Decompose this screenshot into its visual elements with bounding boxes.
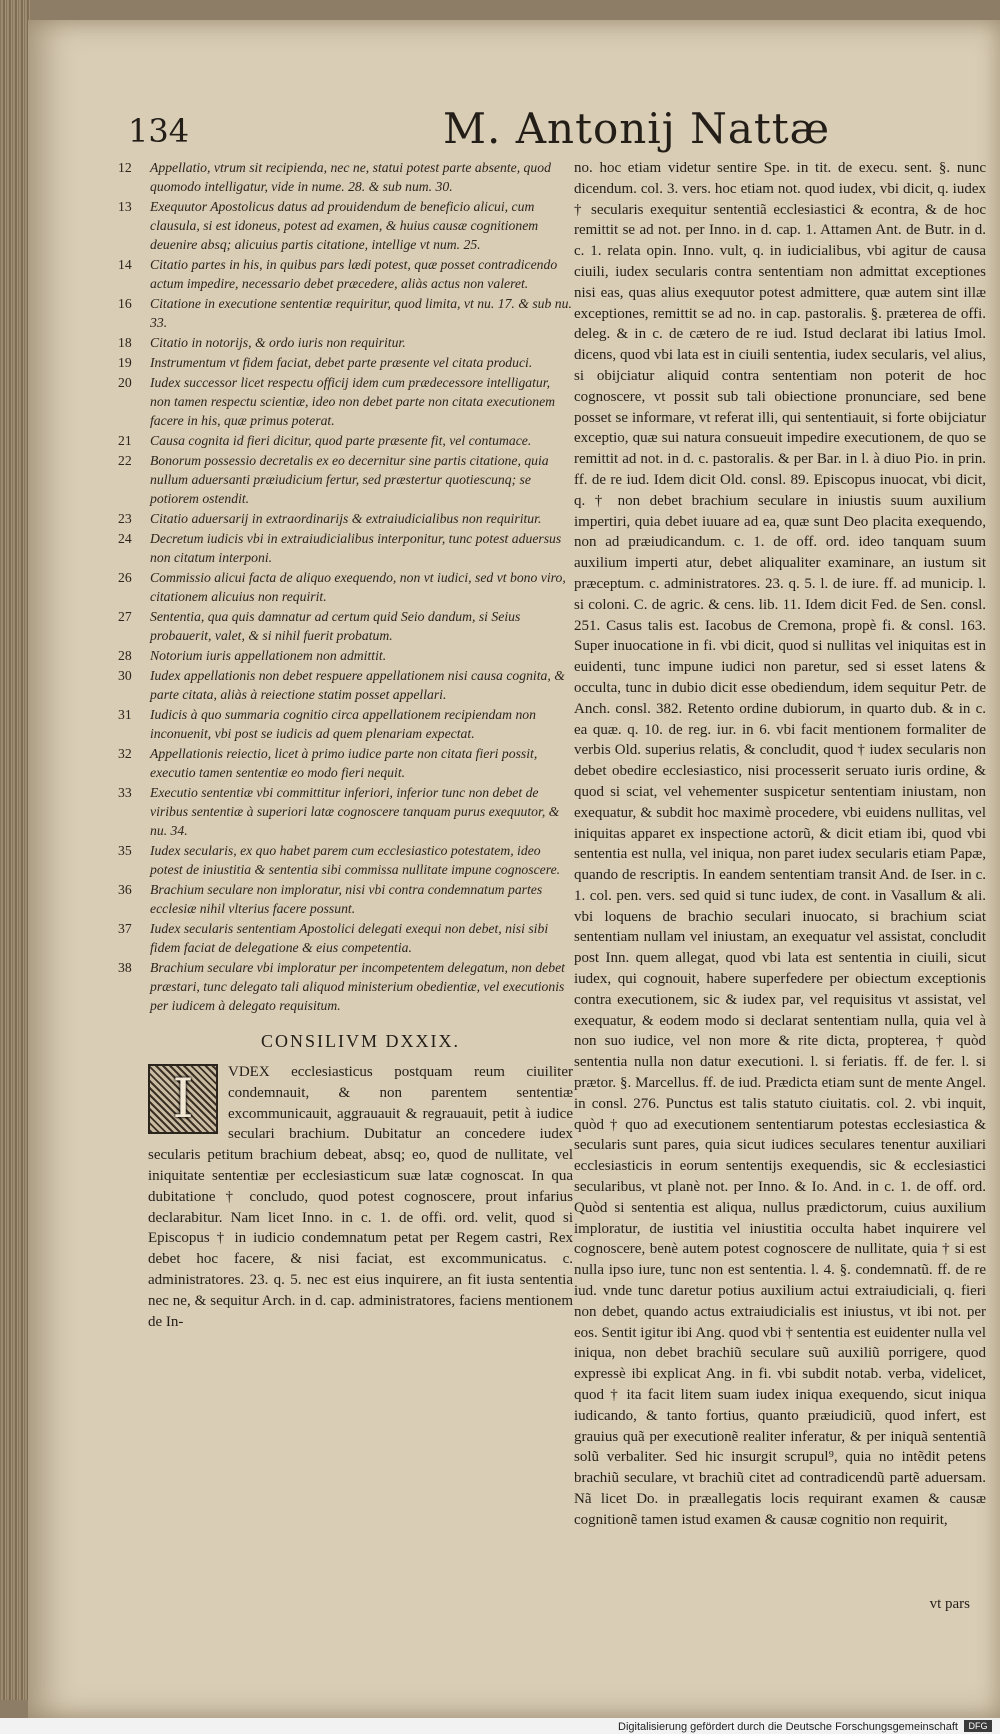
summary-text: Brachium seculare vbi imploratur per incompetentem delegatum, non debet præstari, tunc delegato tali aliquod ministerium obedientiæ, vel executionis per iudicem à delegato requisitum. <box>150 960 565 1013</box>
summary-item <box>118 451 573 508</box>
summary-item <box>118 509 573 528</box>
summary-text: Citatio aduersarij in extraordinarijs & extraiudicialibus non requiritur. <box>150 511 542 526</box>
summary-item <box>118 255 573 293</box>
summary-text: Executio sententiæ vbi committitur inferiori, inferior tunc non debet de viribus sententiæ à superiori latæ cognoscere tanquam purus exequutor, & nu. 34. <box>150 785 560 838</box>
summary-text: Instrumentum vt fidem faciat, debet parte præsente vel citata produci. <box>150 355 533 370</box>
summary-item <box>118 373 573 430</box>
summary-text: Commissio alicui facta de aliquo exequendo, non vt iudici, sed vt bono viro, citationem alicuius non requirit. <box>150 570 566 604</box>
summary-item <box>118 197 573 254</box>
consilium-heading: CONSILIVM DXXIX. <box>261 1031 460 1051</box>
summary-item <box>118 431 573 450</box>
dfg-logo: DFG <box>964 1720 992 1732</box>
running-title: M. Antonij Nattæ <box>443 104 831 153</box>
left-column <box>118 158 573 1332</box>
right-column <box>546 158 1000 1531</box>
summary-text: Iudex successor licet respectu officij idem cum prædecessore intelligatur, non tamen respectu scientiæ, ideo non debet parte non citata executionem facere in his, quæ primus poterat. <box>150 375 556 428</box>
summary-item <box>118 958 573 1015</box>
summary-number: 22 <box>118 453 132 468</box>
summary-number: 23 <box>118 511 132 526</box>
consilium-body <box>118 1062 573 1332</box>
summary-text: Exequutor Apostolicus datus ad prouidendum de beneficio alicui, cum clausula, si est idoneus, potest ad examen, & huius causæ cognitionem deuenire absq; alicuius partis citatione, intellige vt num. 25. <box>150 199 539 252</box>
printed-page <box>28 20 1000 1718</box>
summary-text: Causa cognita id fieri dicitur, quod parte præsente fit, vel contumace. <box>150 433 532 448</box>
summary-item <box>118 744 573 782</box>
summary-number: 26 <box>118 570 132 585</box>
summary-item <box>118 294 573 332</box>
summary-number: 12 <box>118 160 132 175</box>
summary-text: Citatione in executione sententiæ requiritur, quod limita, vt nu. 17. & sub nu. 33. <box>150 296 572 330</box>
summary-number: 13 <box>118 199 132 214</box>
summary-text: Decretum iudicis vbi in extraiudicialibus interponitur, tunc potest aduersus non citatum interponi. <box>150 531 562 565</box>
summary-item <box>118 646 573 665</box>
summary-number: 21 <box>118 433 132 448</box>
summary-item <box>118 158 573 196</box>
summary-number: 32 <box>118 746 132 761</box>
summary-number: 33 <box>118 785 132 800</box>
summary-item <box>118 841 573 879</box>
catchword: vt pars <box>929 1596 970 1612</box>
summary-item <box>118 919 573 957</box>
summary-text: Notorium iuris appellationem non admittit. <box>150 648 387 663</box>
summary-number: 35 <box>118 843 132 858</box>
page-number: 134 <box>128 112 190 150</box>
consilium-text: VDEX ecclesiasticus postquam reum ciuiliter condemnauit, & non parentem sententiæ excommunicauit, aggrauauit & regrauauit, petit à iudice seculari brachium. Dubitatur an concedere iudex secularis petitum brachium debeat, absq; eo, quod de nullitate, vel iniquitate sententiæ per ecclesiasticum suæ latæ cognoscat. In qua dubitatione † concludo, quod potest cognoscere, prout infarius declarabitur. Nam licet Inno. in c. 1. de offi. ord. velit, quod si Episcopus † in iudicio condemnatum petat per Regem castri, Rex debet hoc facere, & nisi faciat, est excommunicatus. c. administratores. 23. q. 5. nec est eius inquirere, an fit iusta sententia nec ne, & sequitur Arch. in d. cap. administratores, faciens mentionem de In- <box>148 1064 573 1330</box>
footer-credit: Digitalisierung gefördert durch die Deutsche Forschungsgemeinschaft <box>618 1721 958 1733</box>
footer-bar <box>0 1718 1000 1734</box>
page-edges <box>0 0 30 1700</box>
summary-item <box>118 705 573 743</box>
summary-text: Citatio in notorijs, & ordo iuris non requiritur. <box>150 335 406 350</box>
summary-number: 28 <box>118 648 132 663</box>
summary-number: 27 <box>118 609 132 624</box>
summary-text: Citatio partes in his, in quibus pars lædi potest, quæ posset contradicendo actum impedire, necessario debet præcedere, aliàs actus non valeret. <box>150 257 558 291</box>
summary-item <box>118 783 573 840</box>
summary-text: Iudex secularis, ex quo habet parem cum ecclesiastico potestatem, ideo potest de iniustitia & sententia sibi commissa nullitate impune cognoscere. <box>150 843 561 877</box>
summary-text: Sententia, qua quis damnatur ad certum quid Seio dandum, si Seius probauerit, valet, & si nihil fuerit probatum. <box>150 609 521 643</box>
summary-item <box>118 568 573 606</box>
summary-text: Iudex secularis sententiam Apostolici delegati exequi non debet, nisi sibi fidem faciat de delegatione & eius competentia. <box>150 921 549 955</box>
summary-item <box>118 333 573 352</box>
summary-item <box>118 529 573 567</box>
summary-number: 20 <box>118 375 132 390</box>
summary-item <box>118 880 573 918</box>
summary-item <box>118 666 573 704</box>
summary-text: Brachium seculare non imploratur, nisi vbi contra condemnatum partes ecclesiæ nihil vlterius facere possunt. <box>150 882 543 916</box>
summary-text: Appellatio, vtrum sit recipienda, nec ne, statui potest parte absente, quod quomodo intelligatur, vide in nume. 28. & sub num. 30. <box>150 160 551 194</box>
summary-text: Iudex appellationis non debet respuere appellationem nisi causa cognita, & parte citata, aliàs à reiectione statim posset appellari. <box>150 668 565 702</box>
summary-text: Iudicis à quo summaria cognitio circa appellationem recipiendam non inconuenit, vbi post se iudicis ad quem plenariam expectat. <box>150 707 536 741</box>
summary-number: 37 <box>118 921 132 936</box>
summary-number: 36 <box>118 882 132 897</box>
summary-number: 16 <box>118 296 132 311</box>
summary-text: Appellationis reiectio, licet à primo iudice parte non citata fieri possit, executio tamen sententiæ eo modo fieri nequit. <box>150 746 538 780</box>
summary-number: 14 <box>118 257 132 272</box>
decorated-initial: I <box>148 1064 218 1134</box>
summary-list <box>118 158 573 1015</box>
summary-number: 18 <box>118 335 132 350</box>
summary-number: 30 <box>118 668 132 683</box>
summary-item <box>118 607 573 645</box>
summary-item <box>118 353 573 372</box>
summary-number: 19 <box>118 355 132 370</box>
summary-text: Bonorum possessio decretalis ex eo decernitur sine partis citatione, quia nullum aduersanti præiudicium fertur, sed præstertur quotiescunq; se potiorem ostendit. <box>150 453 549 506</box>
page-header <box>28 100 1000 160</box>
right-column-text: no. hoc etiam videtur sentire Spe. in tit. de execu. sent. §. nunc dicendum. col. 3. vers. hoc etiam not. quod iudex, vbi dicit, q. iudex † secularis exequitur sententiã ecclesiastici & econtra, & de hoc remittit se ad not. per Inno. in d. cap. 1. Attamen Ant. de Butr. in d. c. 1. relata opin. Inno. vult, q. in iudicialibus, vbi agitur de causa ciuili, iudex secularis contra sententiam non admittat exceptiones nisi eas, quas alius exequutor potest admittere, quæ autem sint illæ exceptiones, remittit se ad no. in cap. pastoralis. §. præterea de offi. deleg. & in c. de cætero de re iud. Istud declarat ibi latius Imol. dicens, quod vbi lata est in ciuili sententia, iudex secularis, vel alius, si obijciatur aliquid contra sententiam non poterit de hoc cognoscere, vt possit sub tali obiectione pronunciare, sed bene posset se informare, vt referat illi, qui sententiauit, si forte obijciatur exceptio, quæ sui natura consueuit impedire executionem, de quo se remittit ad not. in d. c. pastoralis. & per Bar. in l. à diuo Pio. in prin. ff. de re iud. Idem dicit Old. consl. 89. Episcopus inuocat, vbi dicit, q. † non debet brachium seculare in iniustis suum auxilium impertiri, quia debet iuuare ad ea, quæ sunt Deo placita exequendo, non ad præiudicandum. c. 1. de off. ord. ideo tanquam suum auxilium imperti atur, debet aliqualiter examinare, an iustum sit præceptum. c. administratores. 23. q. 5. l. de iure. ff. ad municip. l. si coloni. C. de agric. & cens. lib. 11. Idem dicit Fed. de Sen. consl. 251. Casus talis est. Iacobus de Cremona, propè fi. & consl. 163. Super inuocatione in fi. vbi dicit, quod si nullitas vel iniquitas est in euidenti, tunc impune iudici non paretur, sed si esset latens & occulta, tunc in dubio dicit esse obediendum, idem sequitur Petr. de Anch. consl. 382. Retento ordine dubiorum, in quarto dub. & in c. ea quæ. q. 10. de reg. iur. in 6. vbi facit mentionem formaliter de verbis Old. superius relatis, & concludit, quod † iudex secularis non debet obedire ecclesiastico, nisi processerit seruato iuris ordine, & quod si sciat, vel vehementer suspicetur sententiam iniustam, non exequatur, & subdit hoc maximè procedere, vbi euidens nullitas, vel iniquitas apparet ex inspectione actorũ, & dicit etiam ibi, quod vbi sententia est nulla, vel iniqua, non paret iudex secularis etiam Papæ, quando de rescriptis. In eandem sententiam transit And. de Iser. in c. 1. col. pen. vers. sed quid si tunc iudex, de cont. in Vasallum & ali. vbi loquens de brachio seculari inuocato, si brachium sciat sententiam nullam vel iniustam, an exequatur vel assistat, concludit post Inn. quem allegat, quod vbi lata est sententia in ciuili, sicut iudex, qui cognouit, habere superfedere per obiectum exceptionis contra executionem, sic & iudex par, vel requisitus vt assistat, vel exequatur, & eodem modo si declarat sententiam nulla, quia vel à non suo iudice, vel non more & rite dicta, propterea, † quòd sententia nulla non datur executioni. l. si feriatis. ff. de fer. l. si prætor. §. Marcellus. ff. de iud. Prædicta etiam sunt de mente Angel. in consl. 276. Punctus est talis statuto ciuitatis. col. 2. vbi inquit, quòd † quo ad executionem sententiarum potestas ecclesiastica & secularis sunt pares, quia sicut iudices seculares tenentur auxiliari ecclesiasticis in eorum sententijs exequendis, sic & ecclesiastici secularibus, vt planè not. per Inno. & Io. And. in c. 1. de off. ord. Quòd si sententia est aliqua, nullus prædictorum, cuius auxilium imploratur, de iustitia vel iniustitia occulta habet inquirere vel cognoscere, benè autem potest cognoscere de nullitate, quia † si est nulla ipso iure, tunc non est sententia. l. 4. §. condemnatũ. ff. de re iud. vnde tunc daretur potius auxilium actui extraiudiciali, q. fieri non debet, quando actus extraiudicialis est iniustus, vt ibi not. per eos. Sentit igitur ibi Ang. quod vbi † sententia est euidenter nulla vel iniqua, non debet brachiũ seculare suũ auxiliũ porrigere, quod expressè ibi explicat Ang. in fi. vbi subdit notab. verba, videlicet, quod † ita facit litem suam iudex iniqua exequendo, sicut iniqua iudicando, & tanto fortius, quanto præiudiciũ, quod infert, est grauius quã per executionẽ realiter inferatur, & per iniquã sententiã solũ verbaliter. Sed hic insurgit scrupul⁹, quia no intẽdit petens brachiũ seculare, vt brachiũ citet ad contradicendũ partẽ aduersam. Nã licet Do. in præallegatis locis requirant examen & causæ cognitionẽ tamen istud examen & causæ cognitio non requirit, <box>574 160 986 1528</box>
summary-number: 24 <box>118 531 132 546</box>
summary-number: 38 <box>118 960 132 975</box>
summary-number: 31 <box>118 707 132 722</box>
